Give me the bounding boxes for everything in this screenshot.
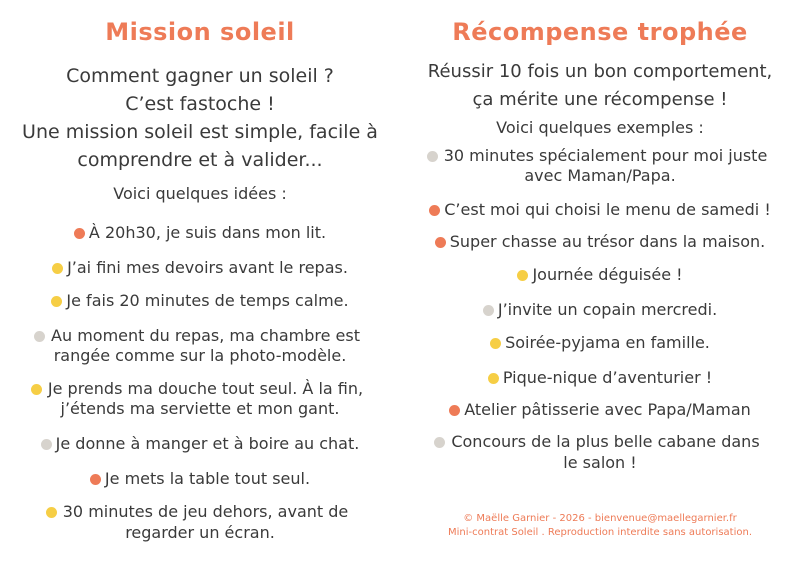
right-item-1	[400, 145, 800, 167]
left-item-8-text-1: 30 minutes de jeu dehors, avant de	[62, 502, 349, 521]
right-item-2-text: C’est moi qui choisi le menu de samedi !	[444, 200, 771, 219]
right-item-9	[400, 431, 800, 453]
left-item-4	[0, 325, 400, 347]
orange-dot-icon	[449, 405, 460, 416]
right-item-8	[400, 399, 800, 421]
license-line: Mini-contrat Soleil . Reproduction interdite sans autorisation.	[448, 527, 752, 538]
left-intro-line-1: Comment gagner un soleil ?	[66, 65, 334, 87]
right-intro-line-2: ça mérite une récompense !	[472, 89, 728, 110]
yellow-dot-icon	[52, 263, 63, 274]
yellow-dot-icon	[46, 507, 57, 518]
right-item-6-text: Soirée-pyjama en famille.	[505, 333, 710, 352]
right-item-7	[400, 367, 800, 389]
right-subheading: Voici quelques exemples :	[496, 118, 704, 137]
orange-dot-icon	[429, 205, 440, 216]
left-item-7-text: Je mets la table tout seul.	[104, 469, 311, 488]
right-item-2	[400, 199, 800, 221]
right-item-3-text: Super chasse au trésor dans la maison.	[449, 232, 766, 251]
right-item-6	[400, 332, 800, 354]
left-item-5-line-2: j’étends ma serviette et mon gant.	[60, 399, 340, 418]
left-item-1	[0, 222, 400, 244]
right-item-1-text-1: 30 minutes spécialement pour moi juste	[443, 146, 768, 165]
left-intro-line-2: C’est fastoche !	[125, 93, 275, 115]
yellow-dot-icon	[488, 373, 499, 384]
right-item-4-text: Journée déguisée !	[532, 265, 683, 284]
right-item-5-text: J’invite un copain mercredi.	[497, 300, 718, 319]
right-item-5	[400, 299, 800, 321]
left-intro-line-4: comprendre et à valider...	[77, 149, 323, 171]
left-item-5	[0, 378, 400, 400]
left-item-3	[0, 290, 400, 312]
yellow-dot-icon	[490, 338, 501, 349]
right-item-9-line-2: le salon !	[563, 453, 637, 472]
orange-dot-icon	[435, 237, 446, 248]
orange-dot-icon	[90, 474, 101, 485]
right-item-3	[400, 231, 800, 253]
grey-dot-icon	[34, 331, 45, 342]
right-item-9-text-1: Concours de la plus belle cabane dans	[451, 432, 760, 451]
right-item-4	[400, 264, 800, 286]
left-item-3-text: Je fais 20 minutes de temps calme.	[66, 291, 349, 310]
copyright-line: © Maëlle Garnier - 2026 - bienvenue@maellegarnier.fr	[463, 513, 737, 524]
grey-dot-icon	[41, 439, 52, 450]
recompense-trophee-column	[400, 0, 800, 566]
yellow-dot-icon	[51, 296, 62, 307]
left-item-4-text-1: Au moment du repas, ma chambre est	[51, 326, 360, 345]
orange-dot-icon	[74, 228, 85, 239]
left-item-2-text: J’ai fini mes devoirs avant le repas.	[67, 258, 348, 277]
left-item-1-text: À 20h30, je suis dans mon lit.	[88, 223, 327, 242]
yellow-dot-icon	[31, 384, 42, 395]
right-item-7-text: Pique-nique d’aventurier !	[502, 368, 713, 387]
yellow-dot-icon	[517, 270, 528, 281]
right-item-1-line-2: avec Maman/Papa.	[524, 166, 676, 185]
right-title: Récompense trophée	[452, 18, 748, 46]
left-intro-line-3: Une mission soleil est simple, facile à	[22, 121, 378, 143]
left-item-5-text-1: Je prends ma douche tout seul. À la fin,	[47, 379, 364, 398]
grey-dot-icon	[434, 437, 445, 448]
left-item-4-line-2: rangée comme sur la photo-modèle.	[53, 346, 347, 365]
left-item-8	[0, 501, 400, 523]
left-item-7	[0, 468, 400, 490]
right-intro-line-1: Réussir 10 fois un bon comportement,	[427, 61, 773, 82]
grey-dot-icon	[483, 305, 494, 316]
left-item-8-line-2: regarder un écran.	[125, 523, 275, 542]
left-title: Mission soleil	[105, 18, 295, 46]
left-item-6	[0, 433, 400, 455]
left-item-6-text: Je donne à manger et à boire au chat.	[55, 434, 360, 453]
grey-dot-icon	[427, 151, 438, 162]
left-subheading: Voici quelques idées :	[113, 184, 287, 203]
left-item-2	[0, 257, 400, 279]
right-item-8-text: Atelier pâtisserie avec Papa/Maman	[464, 400, 751, 419]
